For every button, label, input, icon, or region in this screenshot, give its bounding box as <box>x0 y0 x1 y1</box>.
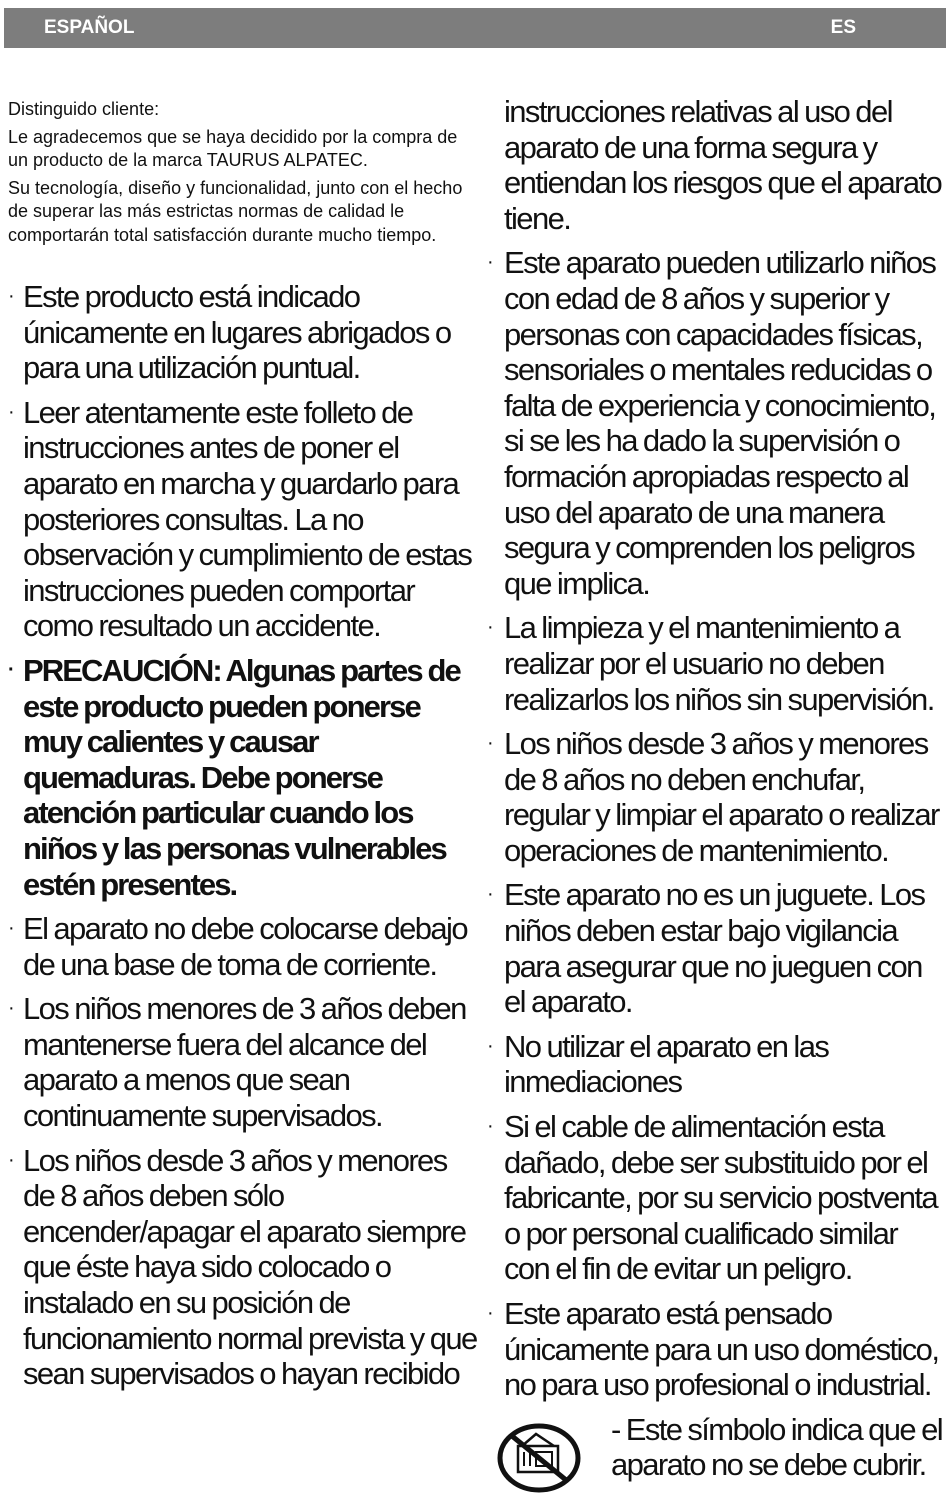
list-item-text: No utilizar el aparato en las inmediaciones <box>504 1028 829 1100</box>
bullet-marker: · <box>8 997 15 1020</box>
list-item <box>8 395 478 644</box>
bullet-marker: · <box>487 732 494 755</box>
intro-paragraph-1: Le agradecemos que se haya decidido por la compra de un producto de la marca TAURUS ALPATEC. <box>8 126 458 170</box>
list-item-text: Este aparato está pensado únicamente para un uso doméstico, no para uso profesional o industrial. <box>504 1296 939 1403</box>
right-column <box>486 94 946 1492</box>
bullet-marker: · <box>8 917 15 940</box>
bullet-marker: · <box>8 285 15 307</box>
left-bullet-list <box>8 279 478 1392</box>
bullet-marker: · <box>8 1148 15 1171</box>
list-item-text: El aparato no debe colocarse debajo de una base de toma de corriente. <box>23 911 467 982</box>
language-label: ESPAÑOL <box>44 17 135 38</box>
bullet-marker: · <box>8 658 15 681</box>
list-item <box>8 279 478 386</box>
symbol-row <box>486 1412 946 1492</box>
list-item <box>8 1143 478 1392</box>
list-item <box>486 726 946 868</box>
list-item <box>486 610 946 717</box>
bullet-marker: · <box>487 1115 494 1138</box>
list-item <box>486 1296 946 1403</box>
list-item <box>8 991 478 1133</box>
list-item-caution <box>8 653 478 902</box>
continued-text: instrucciones relativas al uso del aparato de una forma segura y entiendan los riesgos que el aparato tiene. <box>504 94 942 236</box>
list-item <box>486 1029 946 1100</box>
bullet-marker: · <box>487 616 494 639</box>
bullet-marker: · <box>487 1302 494 1324</box>
language-code: ES <box>830 17 856 38</box>
list-item-text: Este aparato no es un juguete. Los niños deben estar bajo vigilancia para asegurar que no jueguen con el aparato. <box>504 877 925 1020</box>
left-column <box>8 98 478 1401</box>
list-item <box>486 877 946 1019</box>
list-item-text: Los niños desde 3 años y menores de 8 años no deben enchufar, regular y limpiar el aparato o realizar operaciones de mantenimiento. <box>504 726 939 868</box>
list-item-text: Leer atentamente este folleto de instrucciones antes de poner el aparato en marcha y guardarlo para posteriores consultas. La no observación y cumplimiento de estas instrucciones pueden comportar como resultado un accidente. <box>23 394 472 644</box>
list-item-text: Este producto está indicado únicamente en lugares abrigados o para una utilización puntual. <box>23 279 451 386</box>
caution-text: PRECAUCIÓN: Algunas partes de este producto pueden ponerse muy calientes y causar quemaduras. Debe ponerse atención particular cuando los niños y las personas vulnerables estén presentes. <box>23 652 460 902</box>
list-item-text: Este aparato pueden utilizarlo niños con edad de 8 años y superior y personas con capacidades físicas, sensoriales o mentales reducidas o falta de experiencia y conocimiento, si se les ha dado la supervisión o formación apropiadas respecto al uso del aparato de una manera segura y comprenden los peligros que implica. <box>504 245 936 601</box>
bullet-marker: · <box>487 883 494 906</box>
header-bar <box>4 8 946 48</box>
bullet-marker: · <box>8 400 15 423</box>
intro-paragraph-2: Su tecnología, diseño y funcionalidad, junto con el hecho de superar las más estrictas normas de calidad le comportarán total satisfacción durante mucho tiempo. <box>8 177 463 245</box>
bullet-marker: · <box>487 251 494 274</box>
bullet-marker: · <box>487 1034 494 1057</box>
list-item-text: Los niños desde 3 años y menores de 8 años deben sólo encender/apagar el aparato siempre que éste haya sido colocado o instalado en su posición de funcionamiento normal prevista y que sean supervisados o hayan recibido <box>23 1142 477 1392</box>
list-item-text: La limpieza y el mantenimiento a realizar por el usuario no deben realizarlos los niños sin supervisión. <box>504 610 934 717</box>
list-item <box>8 911 478 982</box>
list-item-text: Si el cable de alimentación esta dañado, debe ser substituido por el fabricante, por su servicio postventa o por personal cualificado similar con el fin de evitar un peligro. <box>504 1109 938 1287</box>
do-not-cover-icon <box>496 1422 582 1494</box>
intro-greeting: Distinguido cliente: <box>8 99 160 119</box>
list-item-text: Los niños menores de 3 años deben mantenerse fuera del alcance del aparato a menos que sean continuamente supervisados. <box>23 991 466 1134</box>
symbol-description: - Este símbolo indica que el aparato no se debe cubrir. <box>611 1411 943 1483</box>
list-item <box>486 245 946 601</box>
list-item <box>486 1109 946 1287</box>
